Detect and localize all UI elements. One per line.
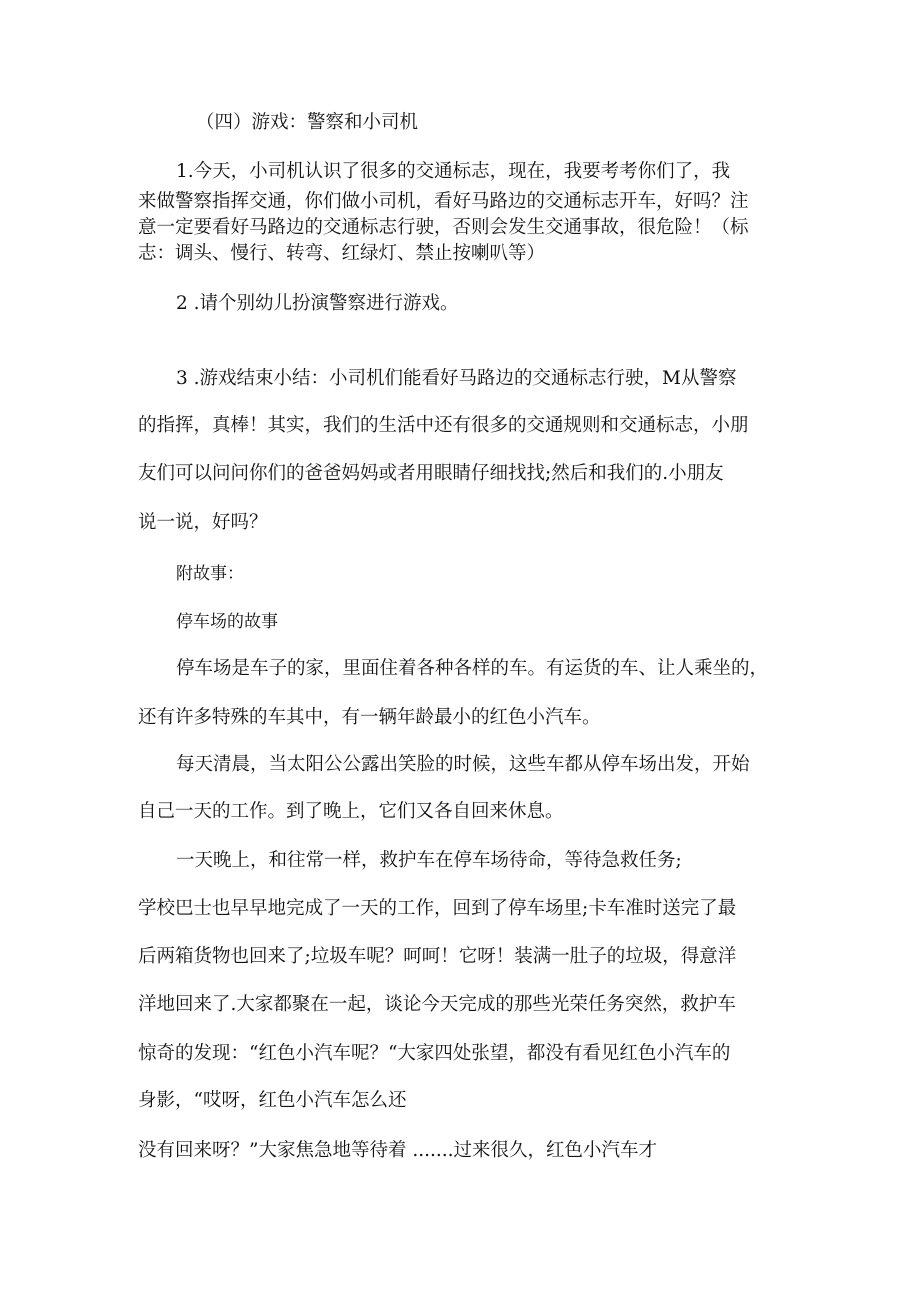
- para2-line-1: 每天清晨，当太阳公公露出笑脸的时候，这些车都从停车场出发，开始: [176, 754, 750, 775]
- item3-line-1: 3 .游戏结束小结：小司机们能看好马路边的交通标志行驶，M从警察: [176, 368, 737, 389]
- item3-line-4: 说一说，好吗？: [138, 512, 268, 533]
- item3-line-2: 的指挥，真棒！其实，我们的生活中还有很多的交通规则和交通标志，小朋: [138, 415, 749, 436]
- item1-line-3: 意一定要看好马路边的交通标志行驶，否则会发生交通事故，很危险！（标: [138, 217, 749, 238]
- para3-line-1: 一天晚上，和往常一样，救护车在停车场待命，等待急救任务;: [176, 850, 682, 871]
- para3-line-3: 后两箱货物也回来了;垃圾车呢？呵呵！它呀！装满一肚子的垃圾，得意洋: [138, 946, 737, 967]
- para3-line-7: 没有回来呀？”大家焦急地等待着 .......过来很久，红色小汽车才: [138, 1140, 658, 1161]
- para3-line-2: 学校巴士也早早地完成了一天的工作，回到了停车场里;卡车准时送完了最: [138, 898, 737, 919]
- para3-line-5: 惊奇的发现：“红色小汽车呢？“大家四处张望，都没有看见红色小汽车的: [138, 1043, 731, 1064]
- story-title: 停车场的故事: [176, 612, 278, 632]
- para3-line-6: 身影，“哎呀，红色小汽车怎么还: [138, 1090, 407, 1111]
- item1-line-2: 来做警察指挥交通，你们做小司机，看好马路边的交通标志开车，好吗？注: [138, 191, 749, 212]
- item2-line: 2 .请个别幼儿扮演警察进行游戏。: [176, 293, 459, 314]
- para1-line-2: 还有许多特殊的车其中，有一辆年龄最小的红色小汽车。: [138, 707, 601, 728]
- item3-line-3: 友们可以问问你们的爸爸妈妈或者用眼睛仔细找找;然后和我们的.小朋友: [138, 463, 724, 484]
- item1-line-1: 1.今天，小司机认识了很多的交通标志，现在，我要考考你们了，我: [176, 161, 731, 182]
- para2-line-2: 自己一天的工作。到了晚上，它们又各自回来休息。: [138, 801, 564, 822]
- appendix-label: 附故事：: [176, 564, 244, 584]
- para3-line-4: 洋地回来了.大家都聚在一起，谈论今天完成的那些光荣任务突然，救护车: [138, 994, 736, 1015]
- para1-line-1: 停车场是车子的家，里面住着各种各样的车。有运货的车、让人乘坐的，: [176, 658, 769, 679]
- item1-line-4: 志：调头、慢行、转弯、红绿灯、禁止按喇叭等）: [138, 243, 546, 264]
- section-heading: （四）游戏：警察和小司机: [196, 112, 419, 133]
